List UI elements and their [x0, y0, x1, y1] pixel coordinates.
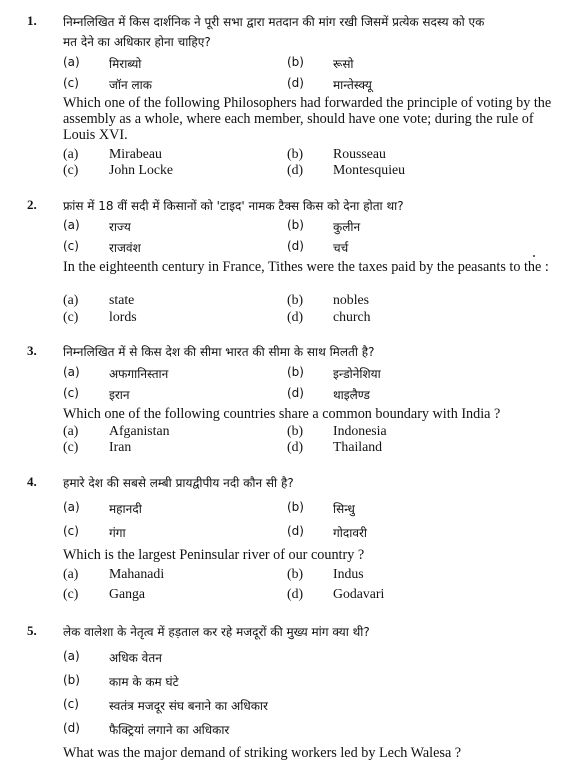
option-label: (d) [287, 439, 304, 454]
option-label: (a) [63, 292, 79, 307]
option-label: (a) [63, 55, 80, 69]
option-text: state [109, 292, 135, 307]
option-label: (d) [287, 162, 304, 177]
option-label: (d) [63, 721, 80, 735]
option-label: (c) [63, 386, 79, 400]
option-label: (c) [63, 309, 79, 324]
question-text-hindi: निम्नलिखित में किस दार्शनिक ने पूरी सभा द्वारा मतदान की मांग रखी जिसमें प्रत्येक सदस्य को एक [63, 15, 485, 29]
option-text: कुलीन [333, 220, 361, 234]
question-text-english: Which one of the following countries share a common boundary with India ? [63, 406, 501, 422]
option-text: चर्च [333, 241, 349, 255]
option-text: महानदी [109, 502, 142, 516]
option-label: (d) [287, 309, 304, 324]
option-label: (a) [63, 365, 80, 379]
question-number: 5. [27, 623, 37, 638]
question-text-english: What was the major demand of striking workers led by Lech Walesa ? [63, 745, 462, 761]
option-text: गंगा [109, 526, 126, 540]
option-label: (d) [287, 76, 304, 90]
question-text-english: In the eighteenth century in France, Tithes were the taxes paid by the peasants to the : [63, 259, 549, 275]
option-text: स्वतंत्र मजदूर संघ बनाने का अधिकार [109, 699, 268, 713]
option-label: (b) [287, 55, 304, 69]
option-label: (b) [287, 218, 304, 232]
option-text: Mahanadi [109, 566, 165, 581]
option-text: Afganistan [109, 423, 170, 438]
option-label: (c) [63, 586, 79, 601]
option-text: इरान [109, 388, 130, 402]
option-text: फैक्ट्रियां लगाने का अधिकार [109, 723, 230, 737]
option-label: (c) [63, 439, 79, 454]
option-text: थाइलैण्ड [333, 388, 370, 402]
option-label: (b) [287, 566, 304, 581]
option-text: काम के कम घंटे [109, 675, 179, 689]
option-text: राजवंश [109, 241, 141, 255]
option-text: रूसो [333, 57, 354, 71]
question-text-english: Which is the largest Peninsular river of our country ? [63, 547, 365, 563]
option-label: (a) [63, 500, 80, 514]
option-label: (c) [63, 162, 79, 177]
option-label: (d) [287, 239, 304, 253]
option-text: गोदावरी [333, 526, 368, 540]
option-label: (a) [63, 649, 80, 663]
question-text-hindi: फ्रांस में 18 वीं सदी में किसानों को 'टाइद' नामक टैक्स किस को देना होता था? [63, 199, 404, 213]
option-text: इन्डोनेशिया [333, 367, 381, 381]
option-text: अफगानिस्तान [109, 367, 169, 381]
option-label: (b) [287, 423, 304, 438]
question-text-hindi-cont: मत देने का अधिकार होना चाहिए? [63, 35, 211, 49]
option-label: (a) [63, 423, 79, 438]
option-label: (c) [63, 76, 79, 90]
stray-mark [533, 255, 535, 257]
question-text-hindi: हमारे देश की सबसे लम्बी प्रायद्वीपीय नदी कौन सी है? [63, 476, 294, 490]
option-text: अधिक वेतन [109, 651, 162, 665]
option-text: सिन्धु [333, 502, 355, 516]
option-label: (b) [287, 500, 304, 514]
option-text: जॉन लाक [109, 78, 152, 92]
option-text: मान्तेस्क्यू [333, 78, 372, 92]
question-number: 4. [27, 474, 37, 489]
option-text: Indus [333, 566, 364, 581]
option-label: (b) [287, 365, 304, 379]
question-text-hindi: निम्नलिखित में से किस देश की सीमा भारत की सीमा के साथ मिलती है? [63, 345, 375, 359]
option-text: church [333, 309, 371, 324]
question-number: 2. [27, 197, 37, 212]
option-label: (a) [63, 218, 80, 232]
option-label: (d) [287, 524, 304, 538]
option-label: (b) [63, 673, 80, 687]
option-label: (c) [63, 239, 79, 253]
option-text: Thailand [333, 439, 383, 454]
option-text: nobles [333, 292, 370, 307]
question-text-english: Which one of the following Philosophers had forwarded the principle of voting by the assembly as a whole, where each member, should have one vote; during the rule of Louis XVI. [63, 95, 552, 143]
option-text: John Locke [109, 162, 173, 177]
option-text: lords [109, 309, 137, 324]
option-text: Iran [109, 439, 132, 454]
option-text: Mirabeau [109, 146, 162, 161]
option-label: (d) [287, 586, 304, 601]
option-text: Indonesia [333, 423, 387, 438]
question-text-hindi: लेक वालेशा के नेतृत्व में हड़ताल कर रहे मजदूरों की मुख्य मांग क्या थी? [63, 625, 370, 639]
question-number: 3. [27, 343, 37, 358]
option-label: (b) [287, 146, 304, 161]
question-number: 1. [27, 13, 37, 28]
option-label: (b) [287, 292, 304, 307]
option-label: (d) [287, 386, 304, 400]
option-label: (c) [63, 524, 79, 538]
option-label: (c) [63, 697, 79, 711]
option-label: (a) [63, 146, 79, 161]
option-text: Ganga [109, 586, 146, 601]
option-label: (a) [63, 566, 79, 581]
option-text: Godavari [333, 586, 385, 601]
option-text: Rousseau [333, 146, 386, 161]
option-text: मिराब्यो [109, 57, 142, 71]
option-text: राज्य [109, 220, 131, 234]
option-text: Montesquieu [333, 162, 406, 177]
